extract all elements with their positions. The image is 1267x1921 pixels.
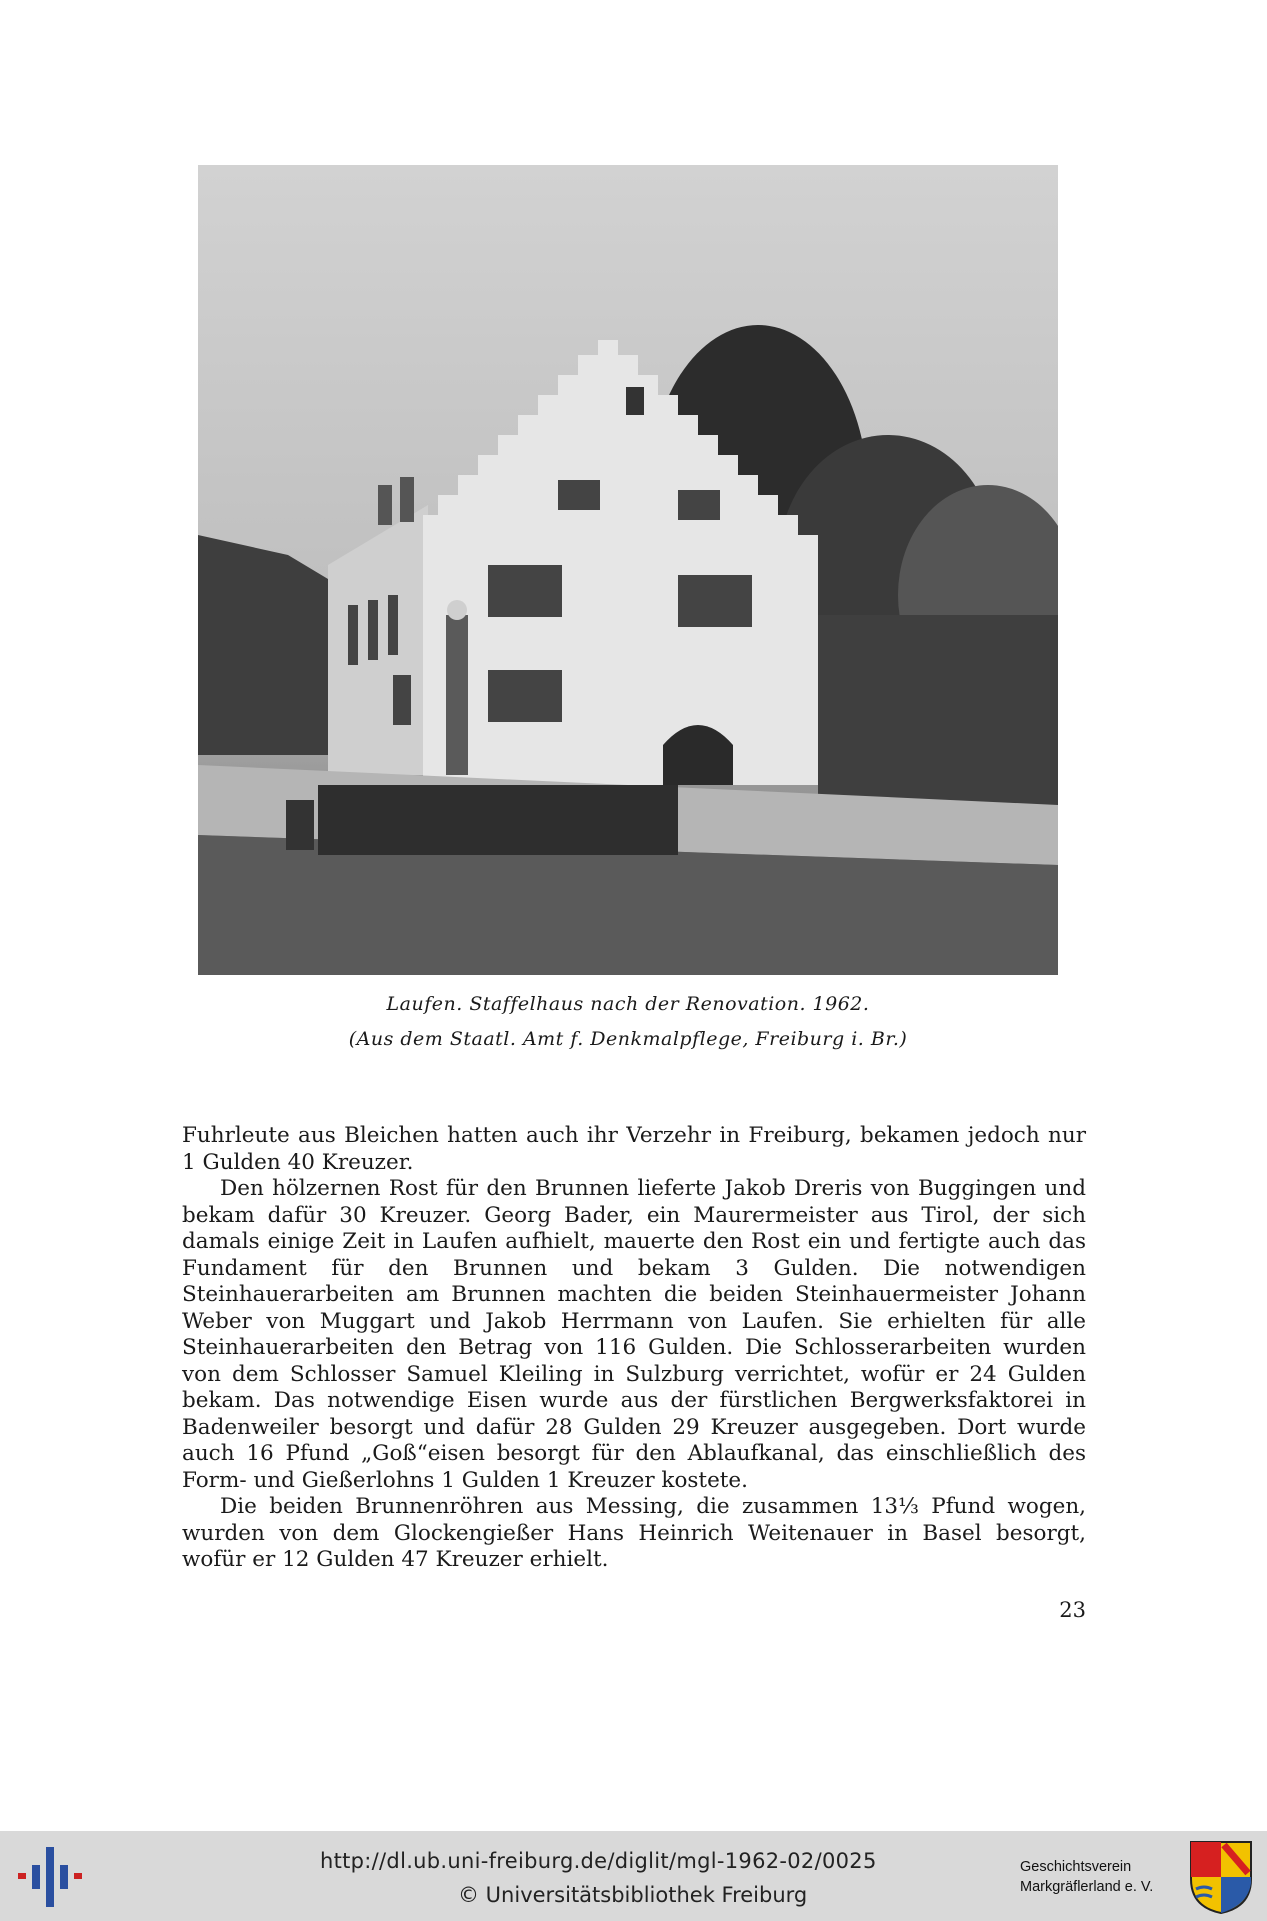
photo-staffelhaus [198, 165, 1058, 975]
page-number: 23 [1059, 1598, 1086, 1622]
figure-credit: (Aus dem Staatl. Amt f. Denkmalpflege, Freiburg i. Br.) [348, 1028, 908, 1050]
footer-bar [0, 1831, 1267, 1921]
footer-copyright: © Universitätsbibliothek Freiburg [458, 1883, 808, 1907]
org-line: Markgräflerland e. V. [1020, 1879, 1154, 1895]
paragraph: Fuhrleute aus Bleichen hatten auch ihr Verzehr in Freiburg, bekamen jedoch nur 1 Gulden 40 Kreuzer. [182, 1123, 1086, 1175]
paragraph: Den hölzernen Rost für den Brunnen lieferte Jakob Dreris von Buggingen und bekam dafür 30 Kreuzer. Georg Bader, ein Maurermeister aus Tirol, der sich damals einige Zeit in Laufen aufhielt, mauerte den Rost ein und fertigte auch das Fundament für den Brunnen und bekam 3 Gulden. Die notwendigen Steinhauerarbeiten am Brunnen machten die beiden Steinhauermeister Johann Weber von Muggart und Jakob Herrmann von Laufen. Sie erhielten für alle Steinhauerarbeiten den Betrag von 116 Gulden. Die Schlosserarbeiten wurden von dem Schlosser Samuel Kleiling in Sulzburg verrichtet, wofür er 24 Gulden bekam. Das notwendige Eisen wurde aus der fürstlichen Bergwerksfaktorei in Badenweiler besorgt und dafür 28 Gulden 29 Kreuzer ausgegeben. Dort wurde auch 16 Pfund „Goß“eisen besorgt für den Ablaufkanal, das einschließlich des Form- und Gießerlohns 1 Gulden 1 Kreuzer kostete. [182, 1176, 1086, 1493]
paragraph: Die beiden Brunnenröhren aus Messing, die zusammen 13⅓ Pfund wogen, wurden von dem Glockengießer Hans Heinrich Weitenauer in Basel besorgt, wofür er 12 Gulden 47 Kreuzer erhielt. [182, 1494, 1086, 1572]
org-line: Geschichtsverein [1020, 1859, 1132, 1875]
coat-of-arms-icon [1188, 1839, 1254, 1915]
footer-url[interactable]: http://dl.ub.uni-freiburg.de/diglit/mgl-1962-02/0025 [320, 1849, 877, 1873]
library-logo-icon [14, 1843, 86, 1909]
footer-org [1020, 1857, 1153, 1897]
photo-illustration [198, 165, 1058, 975]
figure-caption: Laufen. Staffelhaus nach der Renovation. 1962. [386, 993, 870, 1015]
body-text [182, 1123, 1086, 1574]
